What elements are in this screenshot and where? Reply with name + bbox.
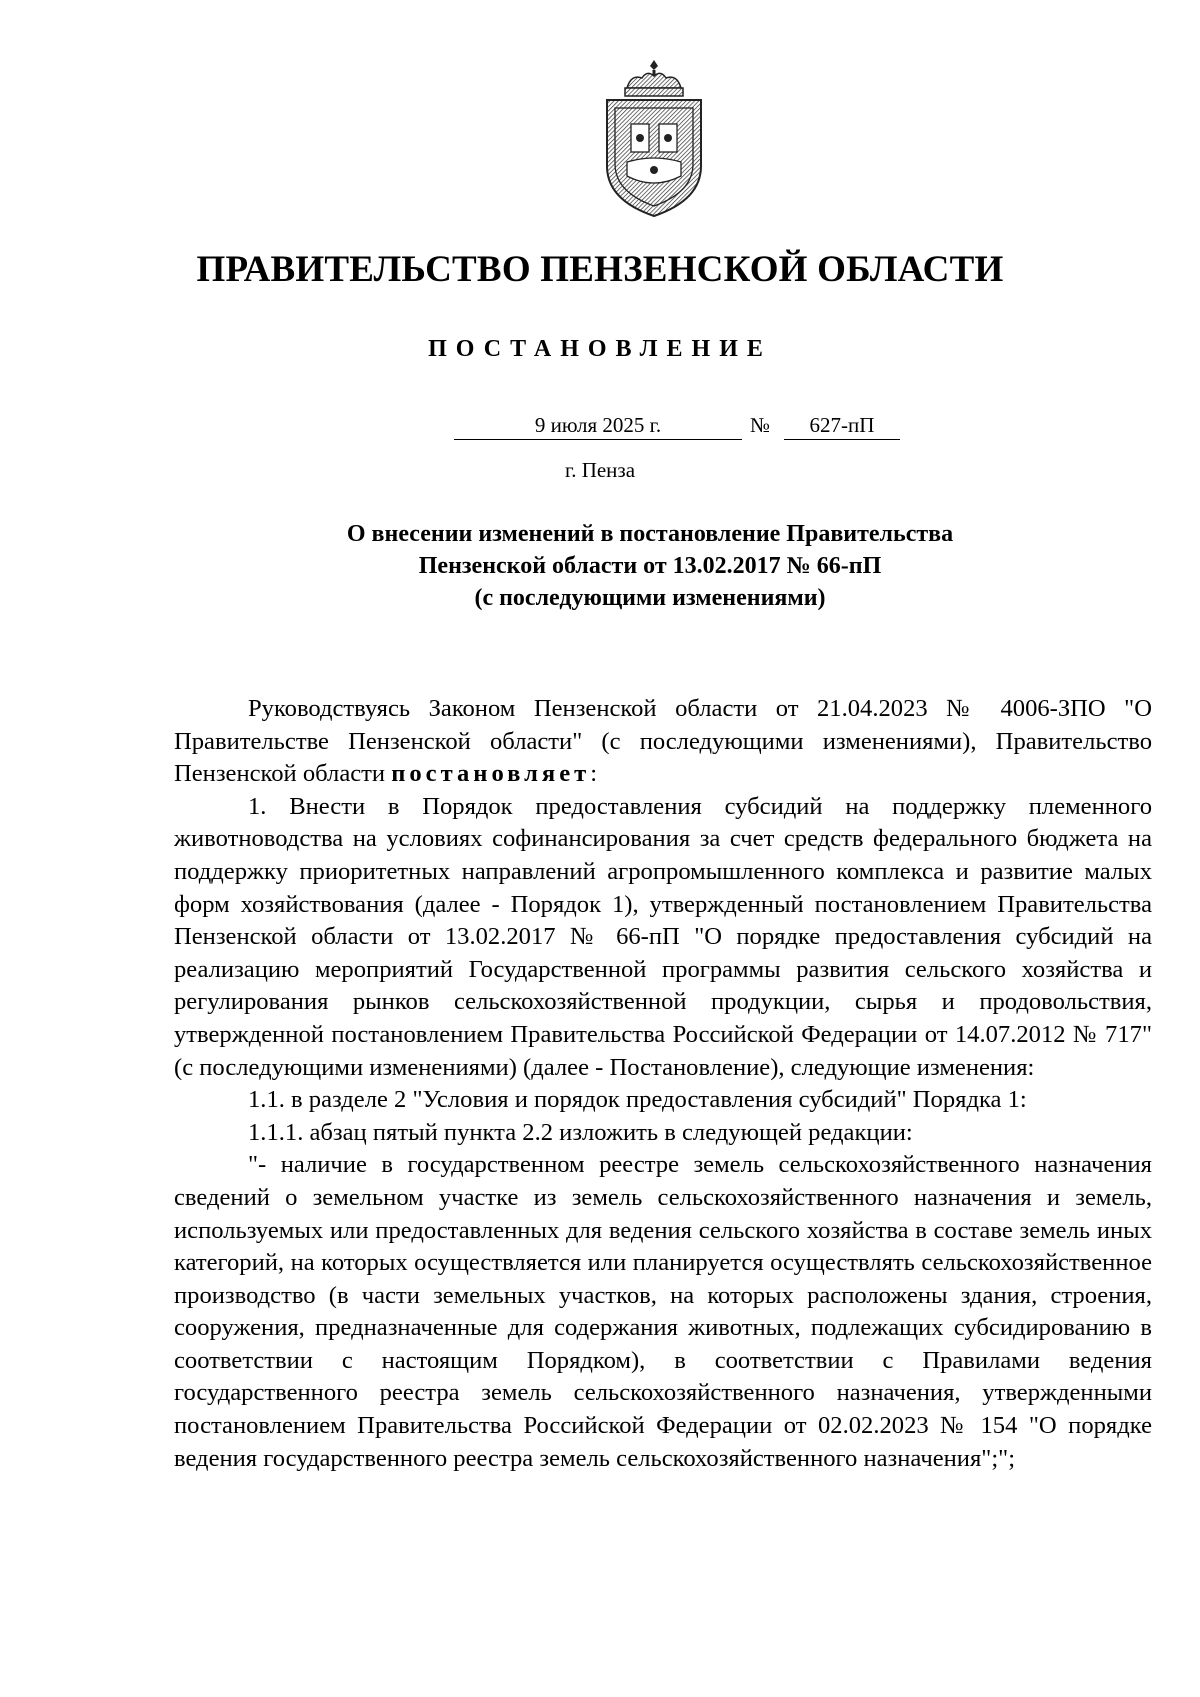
body-paragraph: 1.1. в разделе 2 "Условия и порядок предоставления субсидий" Порядка 1: <box>248 1086 1027 1114</box>
preamble-text: Руководствуясь Законом Пензенской области от 21.04.2023 № 4006-ЗПО "О Правительстве Пензенской области" (с последующими изменениями), Правительство Пензенской области <box>174 695 1152 788</box>
number-sign: № <box>750 413 771 437</box>
document-city: г. Пенза <box>564 458 636 482</box>
body-paragraph: "- наличие в государственном реестре земель сельскохозяйственного назначения сведений о земельном участке из земель сельскохозяйственного назначения и земель, используемых или предоставленных для ведения сельского хозяйства в составе земель иных категорий, на которых осуществляется или планируется осуществлять сельскохозяйственное производство (в части земельных участков, на которых расположены здания, строения, сооружения, предназначенные для содержания животных, подлежащих субсидированию в соответствии с настоящим Порядком), в соответствии с Правилами ведения государственного реестра земель сельскохозяйственного назначения, утвержденными постановлением Правительства Российской Федерации от 02.02.2023 № 154 "О порядке ведения государственного реестра земель сельскохозяйственного назначения";"; <box>174 1151 1152 1472</box>
subject-line: Пензенской области от 13.02.2017 № 66-пП <box>418 553 882 579</box>
body-paragraph: 1.1.1. абзац пятый пункта 2.2 изложить в следующей редакции: <box>248 1118 913 1146</box>
coat-of-arms-emblem-icon <box>597 58 711 218</box>
subject-line: О внесении изменений в постановление Правительства <box>346 521 954 547</box>
document-subject <box>250 518 1050 614</box>
government-title: ПРАВИТЕЛЬСТВО ПЕНЗЕНСКОЙ ОБЛАСТИ <box>196 249 1004 290</box>
document-type: ПОСТАНОВЛЕНИЕ <box>428 336 772 362</box>
preamble-end: : <box>590 760 598 788</box>
document-date: 9 июля 2025 г. <box>454 411 742 440</box>
document-body <box>174 693 1152 1475</box>
subject-line: (с последующими изменениями) <box>474 585 826 611</box>
body-paragraph: 1. Внести в Порядок предоставления субсидий на поддержку племенного животноводства на условиях софинансирования за счет средств федерального бюджета на поддержку приоритетных направлений агропромышленного комплекса и развитие малых форм хозяйствования (далее - Порядок 1), утвержденный постановлением Правительства Пензенской области от 13.02.2017 № 66-пП "О порядке предоставления субсидий на реализацию мероприятий Государственной программы развития сельского хозяйства и регулирования рынков сельскохозяйственной продукции, сырья и продовольствия, утвержденной постановлением Правительства Российской Федерации от 14.07.2012 № 717" (с последующими изменениями) (далее - Постановление), следующие изменения: <box>174 792 1152 1081</box>
decree-verb: постановляет <box>391 760 591 788</box>
document-number: 627-пП <box>784 411 900 440</box>
body-paragraph <box>174 693 1152 791</box>
